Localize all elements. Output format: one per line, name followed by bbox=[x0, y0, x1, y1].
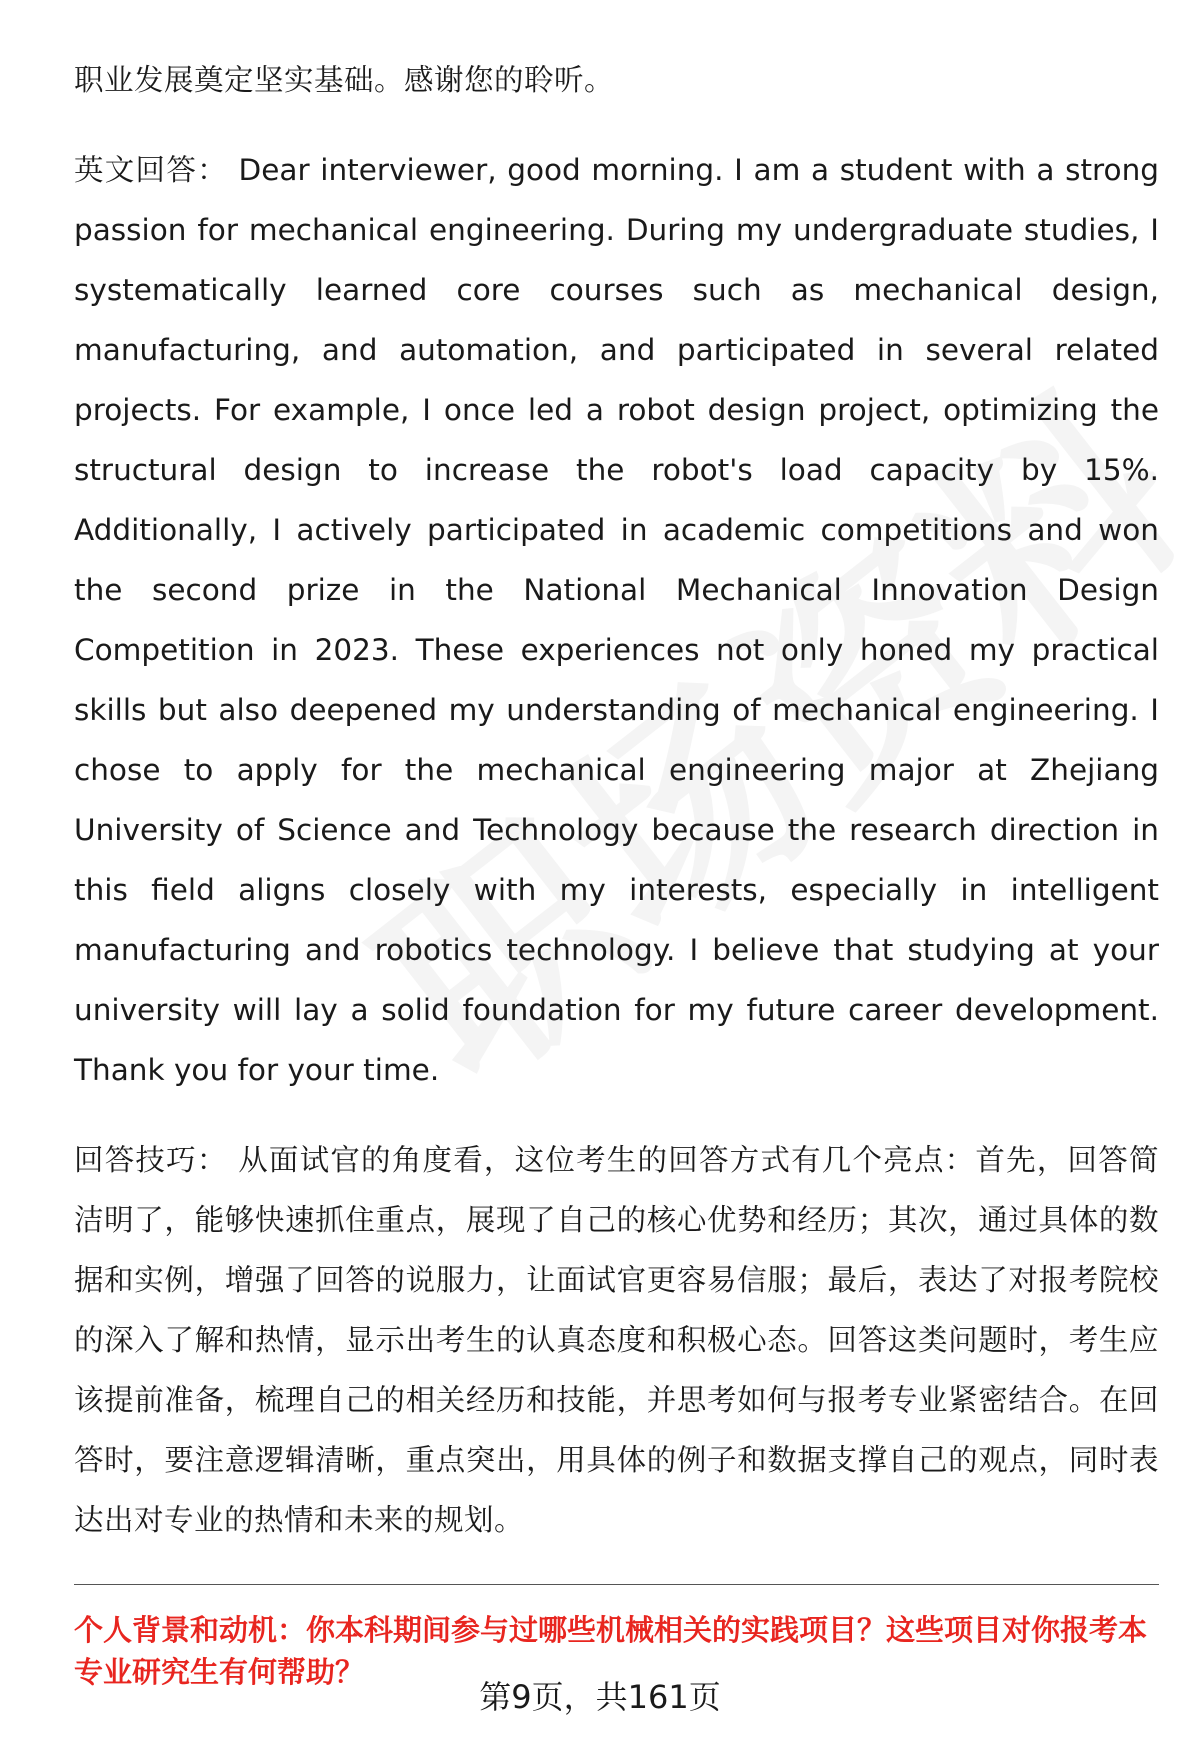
next-question-heading: 个人背景和动机：你本科期间参与过哪些机械相关的实践项目？这些项目对你报考本专业研究生有何帮助？ bbox=[74, 1613, 1148, 1689]
english-answer-label: 英文回答： bbox=[74, 153, 228, 187]
section-divider bbox=[74, 1584, 1159, 1585]
answer-tips-paragraph bbox=[74, 1130, 1159, 1550]
answer-tips-label: 回答技巧： bbox=[74, 1143, 228, 1177]
english-answer-paragraph bbox=[74, 140, 1159, 1100]
continuation-paragraph bbox=[74, 50, 1159, 110]
answer-tips-text: 从面试官的角度看，这位考生的回答方式有几个亮点：首先，回答简洁明了，能够快速抓住重点，展现了自己的核心优势和经历；其次，通过具体的数据和实例，增强了回答的说服力，让面试官更容易信服；最后，表达了对报考院校的深入了解和热情，显示出考生的认真态度和积极心态。回答这类问题时，考生应该提前准备，梳理自己的相关经历和技能，并思考如何与报考专业紧密结合。在回答时，要注意逻辑清晰，重点突出，用具体的例子和数据支撑自己的观点，同时表达出对专业的热情和未来的规划。 bbox=[74, 1143, 1159, 1537]
english-answer-text: Dear interviewer, good morning. I am a student with a strong passion for mechanical engineering. During my undergraduate studies, I systematically learned core courses such as mechanical design, manufacturing, and automation, and participated in several related projects. For example, I once led a robot design project, optimizing the structural design to increase the robot's load capacity by 15%. Additionally, I actively participated in academic competitions and won the second prize in the National Mechanical Innovation Design Competition in 2023. These experiences not only honed my practical skills but also deepened my understanding of mechanical engineering. I chose to apply for the mechanical engineering major at Zhejiang University of Science and Technology because the research direction in this field aligns closely with my interests, especially in intelligent manufacturing and robotics technology. I believe that studying at your university will lay a solid foundation for my future career development. Thank you for your time. bbox=[74, 153, 1159, 1087]
continuation-text: 职业发展奠定坚实基础。感谢您的聆听。 bbox=[74, 63, 615, 97]
page-number-footer: 第9页，共161页 bbox=[479, 1678, 721, 1716]
document-body bbox=[74, 50, 1159, 1693]
